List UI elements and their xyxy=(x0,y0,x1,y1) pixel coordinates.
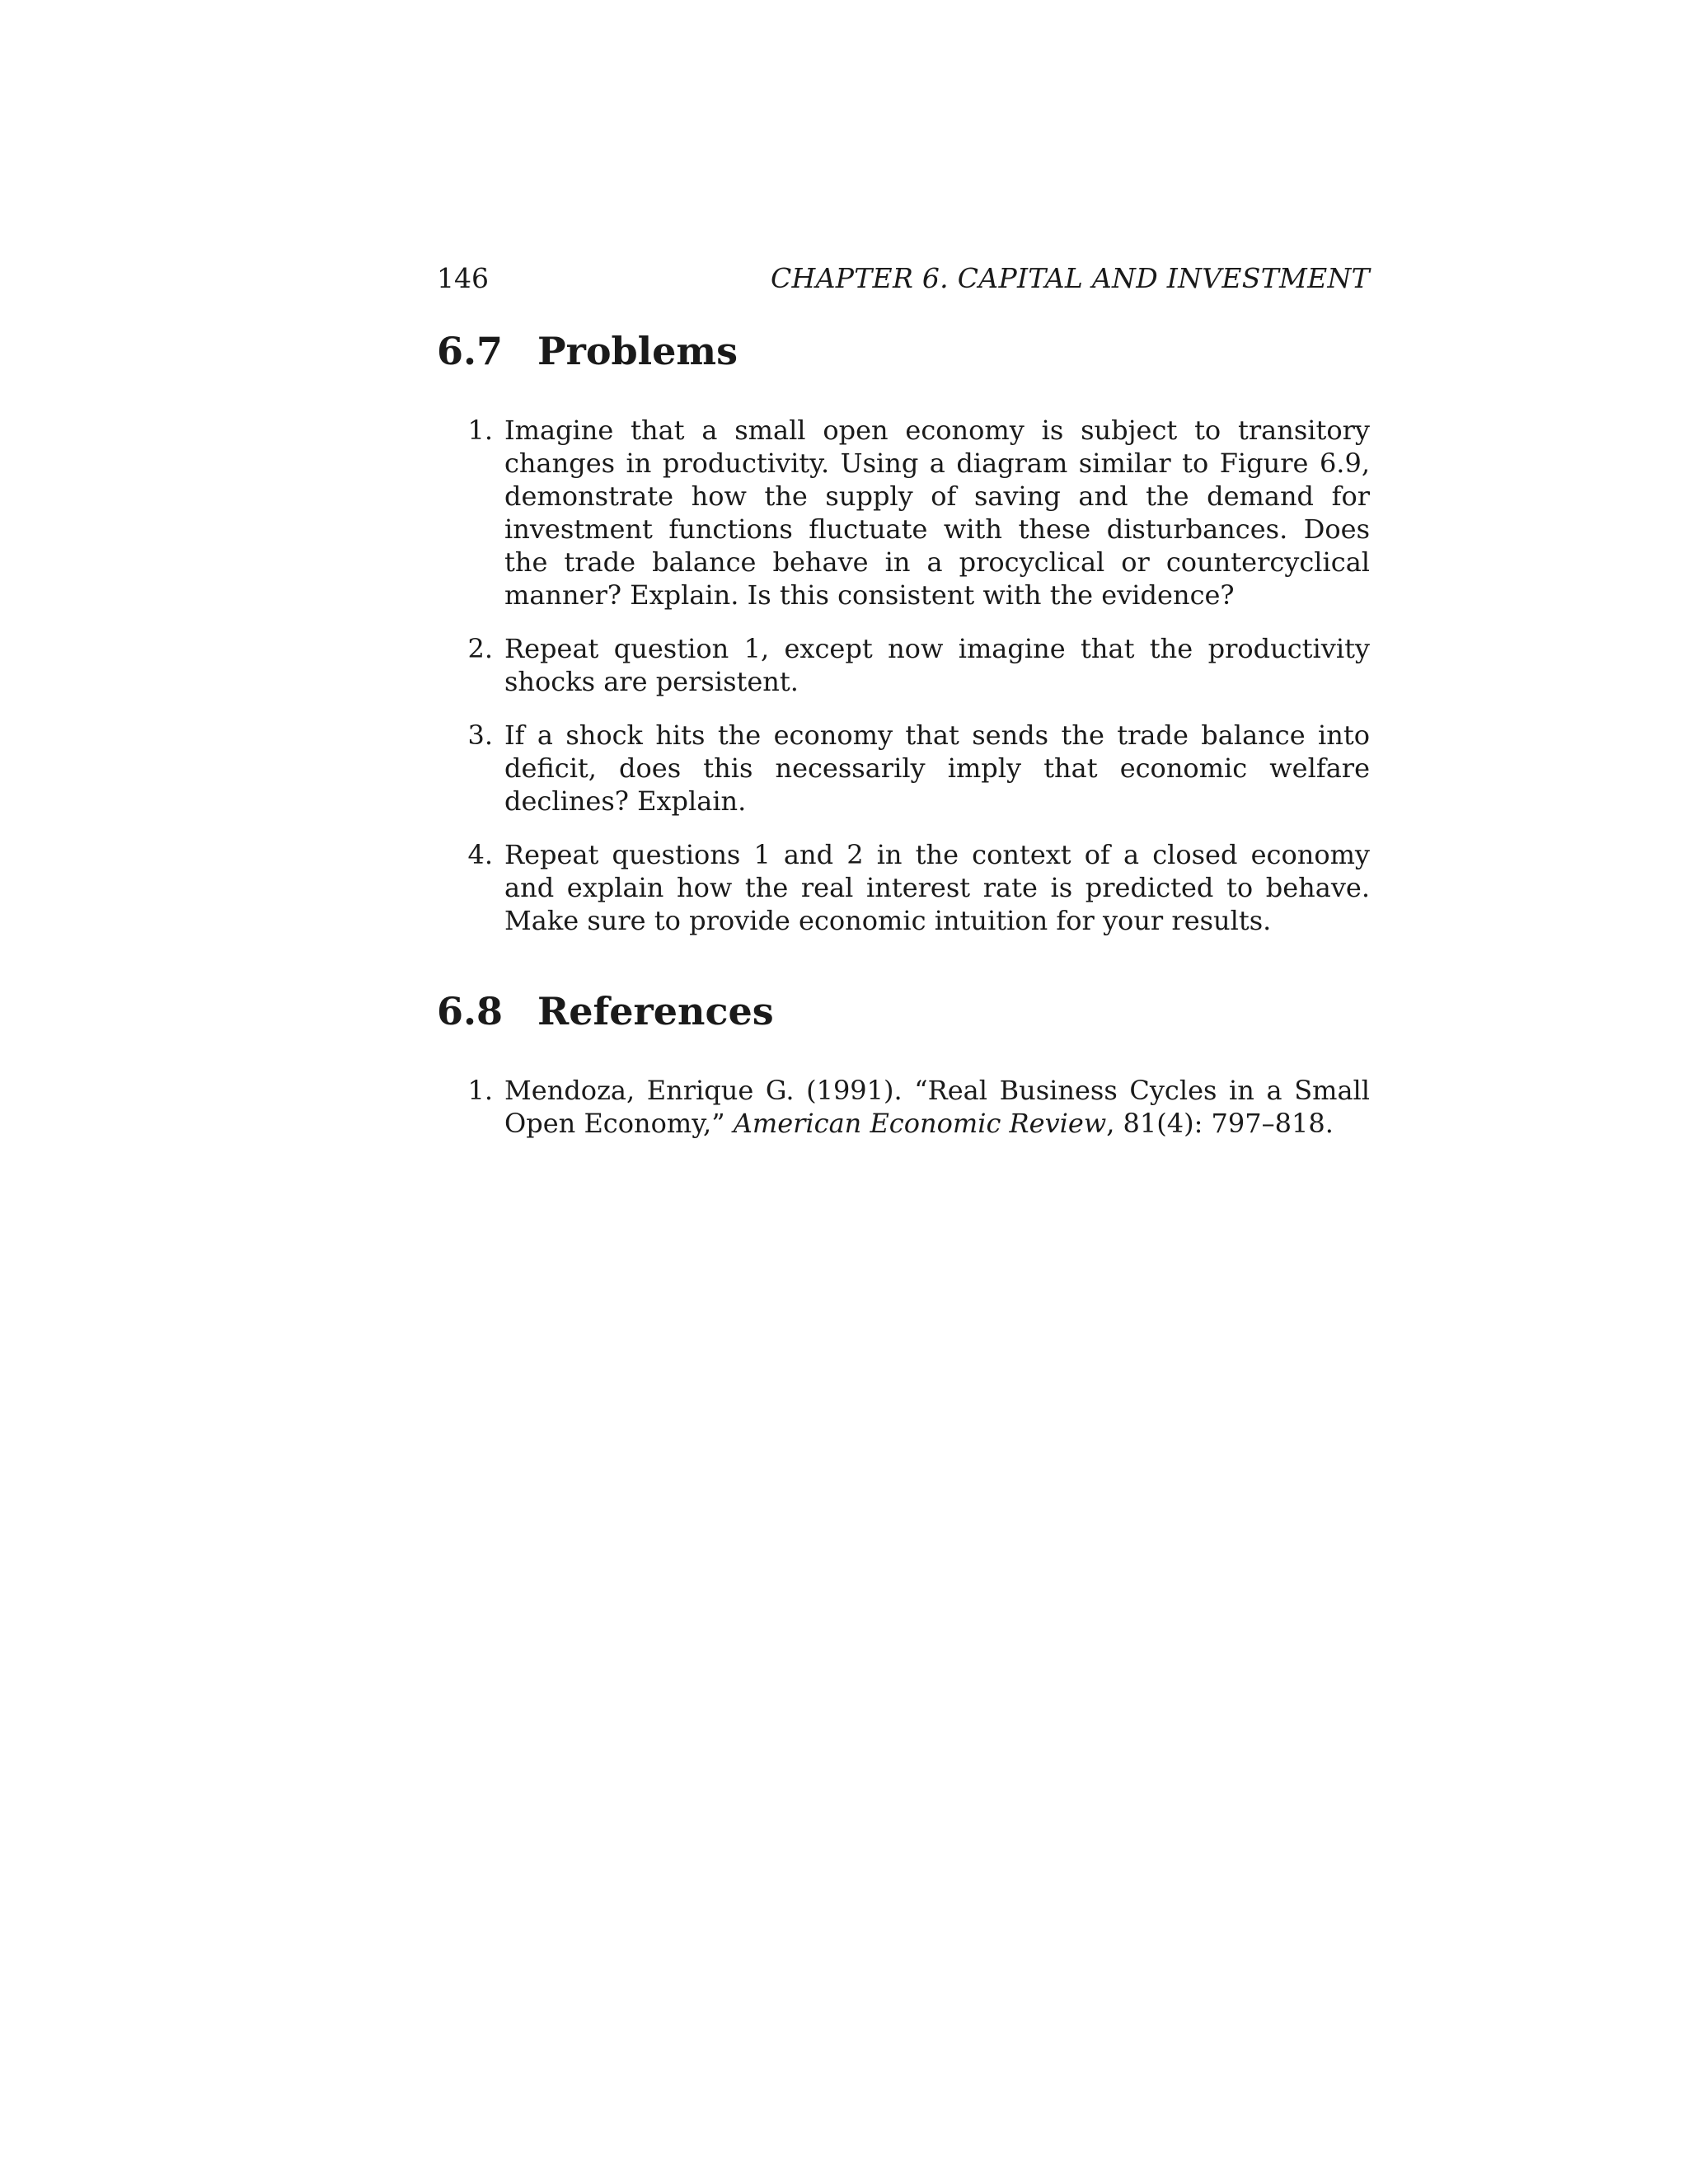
problem-item xyxy=(437,632,1370,698)
problems-list xyxy=(437,414,1370,937)
problem-item xyxy=(437,719,1370,818)
item-number: 4. xyxy=(467,839,493,870)
item-number: 1. xyxy=(467,415,493,446)
section-number: 6.8 xyxy=(437,989,504,1033)
section-title: References xyxy=(537,989,774,1033)
page xyxy=(437,255,1370,1160)
item-text: Repeat question 1, except now imagine that the productivity shocks are persistent. xyxy=(504,633,1370,697)
reference-authors-title: Mendoza, Enrique G. (1991). “Real Business Cycles in a Small Open Economy,” xyxy=(504,1075,1370,1139)
problem-item xyxy=(437,414,1370,612)
item-number: 2. xyxy=(467,633,493,664)
section-number: 6.7 xyxy=(437,329,504,373)
reference-volume-pages: , 81(4): 797–818. xyxy=(1106,1108,1334,1139)
problem-item xyxy=(437,838,1370,937)
section-heading-problems xyxy=(437,326,1370,376)
journal-name: American Economic Review xyxy=(733,1108,1107,1139)
item-text: Imagine that a small open economy is subject to transitory changes in productivity. Using a diagram similar to Figure 6.9, demonstrate how the supply of saving and the demand for investment functions fluctuate with these disturbances. Does the trade balance behave in a procyclical or countercyclical manner? Explain. Is this consistent with the evidence? xyxy=(504,415,1370,611)
reference-text xyxy=(504,1074,1370,1140)
item-text: Repeat questions 1 and 2 in the context of a closed economy and explain how the real interest rate is predicted to behave. Make sure to provide economic intuition for your results. xyxy=(504,839,1370,936)
running-header xyxy=(437,255,1370,302)
item-number: 1. xyxy=(467,1075,493,1106)
page-number: 146 xyxy=(437,262,489,294)
reference-item xyxy=(437,1074,1370,1140)
section-heading-references xyxy=(437,987,1370,1036)
item-number: 3. xyxy=(467,719,493,751)
item-text: If a shock hits the economy that sends the trade balance into deficit, does this necessarily imply that economic welfare declines? Explain. xyxy=(504,719,1370,817)
section-title: Problems xyxy=(537,329,738,373)
chapter-title: CHAPTER 6. CAPITAL AND INVESTMENT xyxy=(770,262,1370,294)
references-list xyxy=(437,1074,1370,1140)
